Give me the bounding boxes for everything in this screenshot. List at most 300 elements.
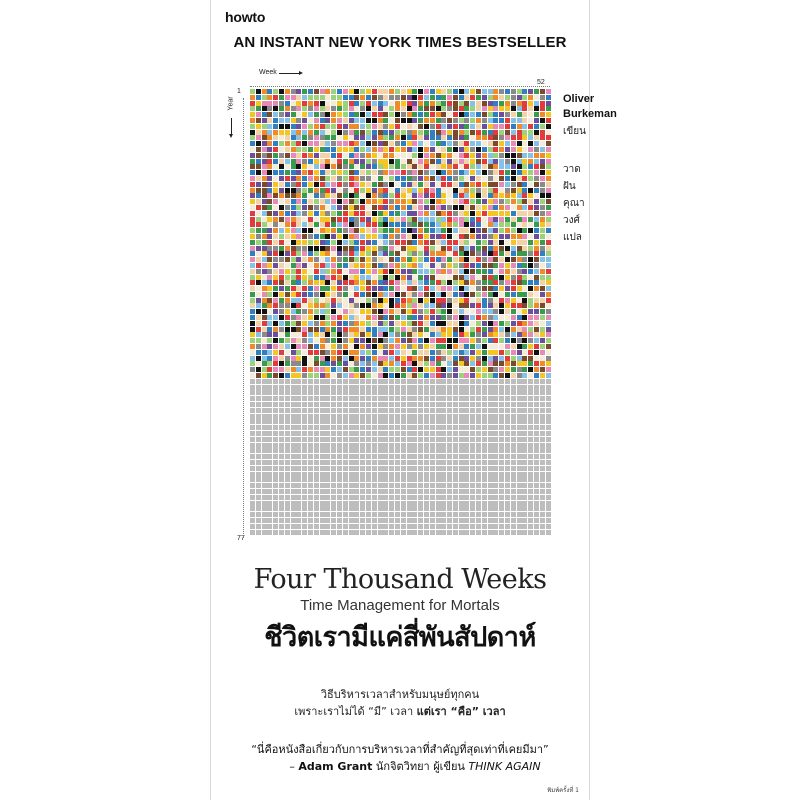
future-week-cell (366, 518, 371, 523)
future-week-cell (337, 518, 342, 523)
lived-week-cell (262, 263, 267, 268)
future-week-cell (436, 472, 441, 477)
lived-week-cell (482, 176, 487, 181)
lived-week-cell (401, 286, 406, 291)
lived-week-cell (482, 350, 487, 355)
lived-week-cell (546, 135, 551, 140)
lived-week-cell (279, 292, 284, 297)
lived-week-cell (470, 130, 475, 135)
future-week-cell (395, 524, 400, 529)
future-week-cell (366, 477, 371, 482)
lived-week-cell (418, 344, 423, 349)
lived-week-cell (279, 164, 284, 169)
lived-week-cell (459, 298, 464, 303)
lived-week-cell (366, 373, 371, 378)
future-week-cell (354, 477, 359, 482)
lived-week-cell (430, 89, 435, 94)
lived-week-cell (343, 309, 348, 314)
lived-week-cell (378, 153, 383, 158)
lived-week-cell (331, 118, 336, 123)
lived-week-cell (354, 298, 359, 303)
lived-week-cell (349, 182, 354, 187)
lived-week-cell (505, 373, 510, 378)
future-week-cell (325, 408, 330, 413)
future-week-cell (464, 431, 469, 436)
future-week-cell (418, 419, 423, 424)
lived-week-cell (320, 234, 325, 239)
lived-week-cell (511, 309, 516, 314)
lived-week-cell (482, 286, 487, 291)
future-week-cell (360, 431, 365, 436)
lived-week-cell (273, 182, 278, 187)
lived-week-cell (546, 373, 551, 378)
lived-week-cell (250, 292, 255, 297)
lived-week-cell (499, 303, 504, 308)
lived-week-cell (349, 217, 354, 222)
lived-week-cell (401, 89, 406, 94)
lived-week-cell (522, 286, 527, 291)
lived-week-cell (441, 188, 446, 193)
lived-week-cell (488, 298, 493, 303)
lived-week-cell (407, 257, 412, 262)
future-week-cell (314, 425, 319, 430)
lived-week-cell (320, 130, 325, 135)
lived-week-cell (285, 246, 290, 251)
lived-week-cell (488, 211, 493, 216)
future-week-cell (476, 483, 481, 488)
lived-week-cell (517, 234, 522, 239)
lived-week-cell (354, 240, 359, 245)
future-week-cell (511, 408, 516, 413)
lived-week-cell (337, 269, 342, 274)
lived-week-cell (430, 303, 435, 308)
future-week-cell (383, 437, 388, 442)
future-week-cell (476, 466, 481, 471)
lived-week-cell (540, 164, 545, 169)
lived-week-cell (430, 263, 435, 268)
lived-week-cell (349, 89, 354, 94)
lived-week-cell (488, 356, 493, 361)
lived-week-cell (476, 170, 481, 175)
lived-week-cell (279, 170, 284, 175)
lived-week-cell (430, 188, 435, 193)
future-week-cell (424, 512, 429, 517)
lived-week-cell (273, 159, 278, 164)
lived-week-cell (262, 130, 267, 135)
lived-week-cell (389, 170, 394, 175)
future-week-cell (267, 448, 272, 453)
lived-week-cell (291, 309, 296, 314)
lived-week-cell (453, 367, 458, 372)
lived-week-cell (511, 350, 516, 355)
future-week-cell (407, 408, 412, 413)
future-week-cell (534, 414, 539, 419)
future-week-cell (453, 396, 458, 401)
future-week-cell (383, 443, 388, 448)
lived-week-cell (424, 257, 429, 262)
future-week-cell (314, 466, 319, 471)
lived-week-cell (401, 228, 406, 233)
lived-week-cell (424, 95, 429, 100)
lived-week-cell (528, 164, 533, 169)
lived-week-cell (401, 373, 406, 378)
lived-week-cell (314, 373, 319, 378)
future-week-cell (517, 483, 522, 488)
future-week-cell (517, 402, 522, 407)
lived-week-cell (366, 222, 371, 227)
lived-week-cell (267, 373, 272, 378)
lived-week-cell (418, 112, 423, 117)
lived-week-cell (418, 338, 423, 343)
lived-week-cell (250, 164, 255, 169)
lived-week-cell (366, 292, 371, 297)
future-week-cell (447, 483, 452, 488)
lived-week-cell (291, 361, 296, 366)
lived-week-cell (372, 275, 377, 280)
future-week-cell (250, 437, 255, 442)
lived-week-cell (430, 112, 435, 117)
future-week-cell (308, 431, 313, 436)
future-week-cell (453, 460, 458, 465)
future-week-cell (476, 425, 481, 430)
lived-week-cell (493, 222, 498, 227)
lived-week-cell (546, 246, 551, 251)
future-week-cell (343, 414, 348, 419)
future-week-cell (499, 425, 504, 430)
lived-week-cell (522, 159, 527, 164)
lived-week-cell (447, 257, 452, 262)
future-week-cell (476, 414, 481, 419)
future-week-cell (476, 396, 481, 401)
lived-week-cell (389, 118, 394, 123)
future-week-cell (436, 379, 441, 384)
lived-week-cell (412, 327, 417, 332)
lived-week-cell (424, 327, 429, 332)
lived-week-cell (401, 327, 406, 332)
future-week-cell (482, 437, 487, 442)
lived-week-cell (522, 292, 527, 297)
future-week-cell (291, 414, 296, 419)
lived-week-cell (522, 338, 527, 343)
lived-week-cell (349, 112, 354, 117)
future-week-cell (256, 530, 261, 535)
future-week-cell (262, 437, 267, 442)
future-week-cell (378, 419, 383, 424)
lived-week-cell (360, 263, 365, 268)
lived-week-cell (395, 182, 400, 187)
future-week-cell (540, 530, 545, 535)
future-week-cell (372, 524, 377, 529)
future-week-cell (482, 495, 487, 500)
lived-week-cell (296, 159, 301, 164)
lived-week-cell (534, 170, 539, 175)
future-week-cell (256, 518, 261, 523)
lived-week-cell (331, 338, 336, 343)
lived-week-cell (499, 89, 504, 94)
lived-week-cell (250, 222, 255, 227)
lived-week-cell (279, 280, 284, 285)
lived-week-cell (493, 106, 498, 111)
lived-week-cell (505, 350, 510, 355)
lived-week-cell (372, 211, 377, 216)
lived-week-cell (383, 205, 388, 210)
future-week-cell (250, 419, 255, 424)
lived-week-cell (528, 315, 533, 320)
future-week-cell (511, 518, 516, 523)
lived-week-cell (267, 170, 272, 175)
lived-week-cell (534, 199, 539, 204)
lived-week-cell (325, 303, 330, 308)
future-week-cell (273, 472, 278, 477)
future-week-cell (476, 460, 481, 465)
future-week-cell (470, 396, 475, 401)
lived-week-cell (453, 141, 458, 146)
lived-week-cell (401, 124, 406, 129)
lived-week-cell (412, 95, 417, 100)
lived-week-cell (430, 106, 435, 111)
future-week-cell (511, 489, 516, 494)
lived-week-cell (517, 373, 522, 378)
future-week-cell (459, 472, 464, 477)
lived-week-cell (546, 286, 551, 291)
future-week-cell (383, 472, 388, 477)
lived-week-cell (464, 124, 469, 129)
future-week-cell (493, 414, 498, 419)
lived-week-cell (470, 164, 475, 169)
lived-week-cell (320, 205, 325, 210)
lived-week-cell (395, 240, 400, 245)
lived-week-cell (447, 263, 452, 268)
lived-week-cell (389, 280, 394, 285)
lived-week-cell (267, 153, 272, 158)
lived-week-cell (250, 205, 255, 210)
lived-week-cell (534, 182, 539, 187)
lived-week-cell (372, 280, 377, 285)
lived-week-cell (354, 246, 359, 251)
lived-week-cell (447, 95, 452, 100)
lived-week-cell (412, 338, 417, 343)
lived-week-cell (267, 246, 272, 251)
lived-week-cell (331, 147, 336, 152)
future-week-cell (424, 472, 429, 477)
future-week-cell (378, 489, 383, 494)
lived-week-cell (528, 280, 533, 285)
future-week-cell (505, 425, 510, 430)
lived-week-cell (459, 217, 464, 222)
future-week-cell (482, 431, 487, 436)
lived-week-cell (470, 344, 475, 349)
lived-week-cell (366, 275, 371, 280)
lived-week-cell (447, 292, 452, 297)
lived-week-cell (302, 263, 307, 268)
lived-week-cell (401, 193, 406, 198)
lived-week-cell (291, 182, 296, 187)
lived-week-cell (383, 222, 388, 227)
lived-week-cell (389, 205, 394, 210)
future-week-cell (534, 419, 539, 424)
lived-week-cell (262, 356, 267, 361)
future-week-cell (540, 512, 545, 517)
future-week-cell (285, 460, 290, 465)
lived-week-cell (354, 141, 359, 146)
lived-week-cell (511, 315, 516, 320)
future-week-cell (493, 460, 498, 465)
lived-week-cell (395, 234, 400, 239)
lived-week-cell (534, 234, 539, 239)
lived-week-cell (453, 170, 458, 175)
lived-week-cell (349, 344, 354, 349)
lived-week-cell (262, 199, 267, 204)
future-week-cell (285, 414, 290, 419)
attribution-dash: – (289, 760, 295, 773)
lived-week-cell (430, 141, 435, 146)
lived-week-cell (436, 159, 441, 164)
future-week-cell (540, 501, 545, 506)
lived-week-cell (436, 101, 441, 106)
lived-week-cell (470, 95, 475, 100)
future-week-cell (262, 385, 267, 390)
lived-week-cell (436, 309, 441, 314)
lived-week-cell (517, 246, 522, 251)
future-week-cell (372, 530, 377, 535)
lived-week-cell (546, 182, 551, 187)
lived-week-cell (320, 199, 325, 204)
lived-week-cell (273, 275, 278, 280)
lived-week-cell (488, 275, 493, 280)
lived-week-cell (441, 205, 446, 210)
lived-week-cell (314, 205, 319, 210)
future-week-cell (401, 419, 406, 424)
lived-week-cell (412, 350, 417, 355)
lived-week-cell (273, 95, 278, 100)
future-week-cell (522, 414, 527, 419)
lived-week-cell (441, 309, 446, 314)
lived-week-cell (378, 164, 383, 169)
future-week-cell (447, 501, 452, 506)
lived-week-cell (372, 251, 377, 256)
lived-week-cell (331, 303, 336, 308)
lived-week-cell (360, 118, 365, 123)
lived-week-cell (285, 124, 290, 129)
lived-week-cell (453, 251, 458, 256)
lived-week-cell (499, 321, 504, 326)
future-week-cell (354, 495, 359, 500)
lived-week-cell (291, 315, 296, 320)
lived-week-cell (476, 338, 481, 343)
lived-week-cell (250, 170, 255, 175)
lived-week-cell (534, 251, 539, 256)
lived-week-cell (459, 309, 464, 314)
lived-week-cell (267, 147, 272, 152)
future-week-cell (407, 495, 412, 500)
future-week-cell (418, 472, 423, 477)
lived-week-cell (464, 327, 469, 332)
lived-week-cell (407, 153, 412, 158)
future-week-cell (383, 454, 388, 459)
lived-week-cell (291, 240, 296, 245)
lived-week-cell (262, 286, 267, 291)
future-week-cell (250, 385, 255, 390)
future-week-cell (273, 512, 278, 517)
lived-week-cell (320, 124, 325, 129)
lived-week-cell (441, 217, 446, 222)
future-week-cell (436, 402, 441, 407)
lived-week-cell (337, 153, 342, 158)
future-week-cell (308, 408, 313, 413)
future-week-cell (517, 495, 522, 500)
lived-week-cell (383, 303, 388, 308)
lived-week-cell (296, 373, 301, 378)
future-week-cell (389, 402, 394, 407)
future-week-cell (325, 466, 330, 471)
lived-week-cell (308, 332, 313, 337)
lived-week-cell (308, 338, 313, 343)
lived-week-cell (476, 327, 481, 332)
future-week-cell (389, 396, 394, 401)
future-week-cell (459, 501, 464, 506)
lived-week-cell (314, 217, 319, 222)
lived-week-cell (511, 246, 516, 251)
lived-week-cell (262, 303, 267, 308)
lived-week-cell (354, 217, 359, 222)
lived-week-cell (378, 269, 383, 274)
lived-week-cell (279, 141, 284, 146)
future-week-cell (436, 524, 441, 529)
future-week-cell (395, 443, 400, 448)
lived-week-cell (389, 321, 394, 326)
future-week-cell (256, 408, 261, 413)
lived-week-cell (337, 292, 342, 297)
author-last-name: Burkeman (563, 108, 617, 120)
future-week-cell (482, 402, 487, 407)
lived-week-cell (285, 332, 290, 337)
lived-week-cell (360, 246, 365, 251)
future-week-cell (302, 396, 307, 401)
future-week-cell (349, 454, 354, 459)
future-week-cell (412, 466, 417, 471)
future-week-cell (470, 443, 475, 448)
future-week-cell (430, 460, 435, 465)
future-week-cell (528, 489, 533, 494)
future-week-cell (267, 466, 272, 471)
future-week-cell (320, 402, 325, 407)
future-week-cell (528, 512, 533, 517)
lived-week-cell (412, 170, 417, 175)
lived-week-cell (476, 95, 481, 100)
future-week-cell (430, 437, 435, 442)
future-week-cell (320, 524, 325, 529)
lived-week-cell (267, 211, 272, 216)
lived-week-cell (441, 338, 446, 343)
lived-week-cell (349, 246, 354, 251)
future-week-cell (424, 518, 429, 523)
lived-week-cell (291, 257, 296, 262)
future-week-cell (470, 466, 475, 471)
lived-week-cell (349, 234, 354, 239)
lived-week-cell (285, 147, 290, 152)
lived-week-cell (418, 332, 423, 337)
future-week-cell (273, 385, 278, 390)
future-week-cell (412, 460, 417, 465)
lived-week-cell (424, 280, 429, 285)
lived-week-cell (424, 124, 429, 129)
lived-week-cell (499, 106, 504, 111)
future-week-cell (418, 477, 423, 482)
lived-week-cell (389, 124, 394, 129)
lived-week-cell (505, 344, 510, 349)
lived-week-cell (267, 344, 272, 349)
future-week-cell (325, 414, 330, 419)
